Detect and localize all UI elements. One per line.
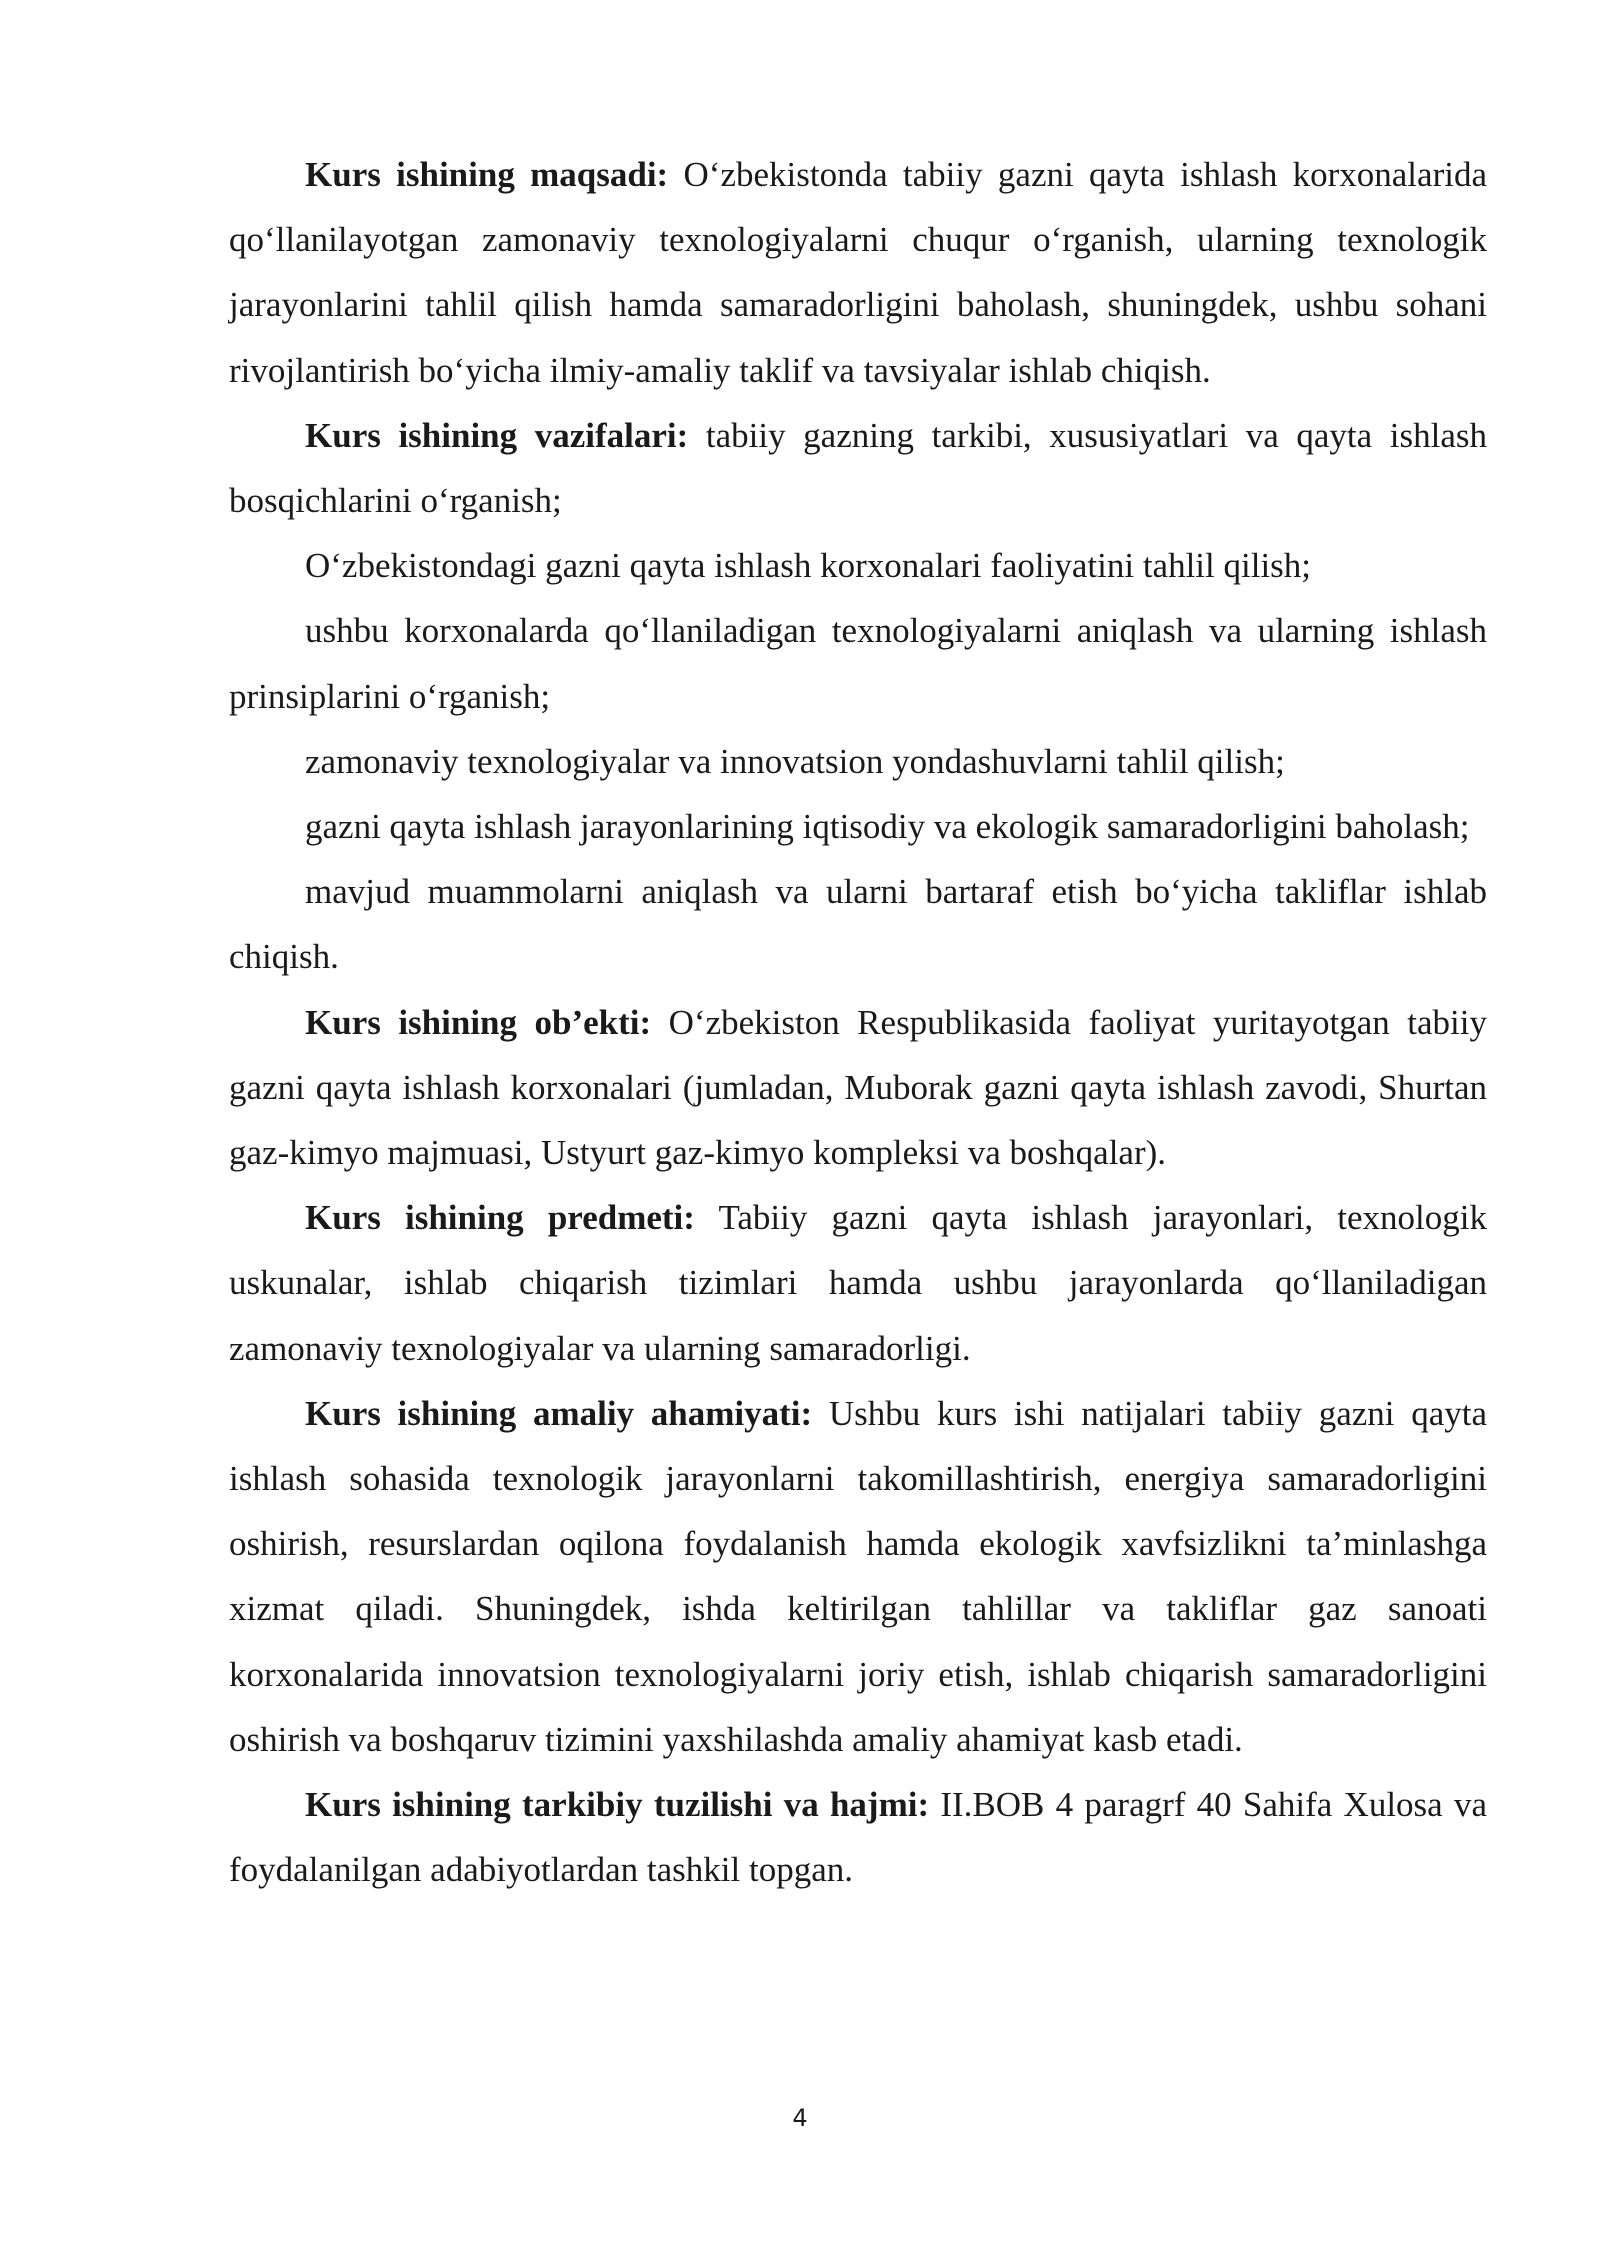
heading-obekti: Kurs ishining ob’ekti: [305, 1002, 652, 1042]
task-item-texnologiyalar-aniqlash [229, 598, 1487, 728]
paragraph-tarkibiy-tuzilishi [229, 1772, 1487, 1902]
task-item-korxonalar-tahlili [229, 533, 1487, 598]
heading-tarkibiy-tuzilishi: Kurs ishining tarkibiy tuzilishi va hajmi: [305, 1785, 930, 1825]
paragraph-amaliy-ahamiyati [229, 1381, 1487, 1772]
text-obekti: O‘zbekiston Respublikasida faoliyat yuritayotgan tabiiy gazni qayta ishlash korxonalari (jumladan, Muborak gazni qayta ishlash zavodi, Shurtan gaz-kimyo majmuasi, Ustyurt gaz-kimyo kompleksi va boshqalar). [229, 1002, 1487, 1173]
task-item-innovatsion-yondashuvlar [229, 729, 1487, 794]
text-maqsadi: O‘zbekistonda tabiiy gazni qayta ishlash korxonalarida qo‘llanilayotgan zamonaviy texnologiyalarni chuqur o‘rganish, ularning texnologik jarayonlarini tahlil qilish hamda samaradorligini baholash, shuningdek, ushbu sohani rivojlantirish bo‘yicha ilmiy-amaliy taklif va tavsiyalar ishlab chiqish. [229, 155, 1487, 390]
paragraph-maqsadi [229, 142, 1487, 403]
heading-maqsadi: Kurs ishining maqsadi: [305, 155, 669, 194]
paragraph-vazifalari [229, 403, 1487, 533]
paragraph-predmeti [229, 1185, 1487, 1381]
heading-amaliy-ahamiyati: Kurs ishining amaliy ahamiyati: [305, 1393, 813, 1433]
task-text-texnologiyalar-aniqlash: ushbu korxonalarda qo‘llaniladigan texnologiyalarni aniqlash va ularning ishlash prinsiplarini o‘rganish; [229, 611, 1487, 716]
task-text-korxonalar-tahlili: O‘zbekistondagi gazni qayta ishlash korxonalari faoliyatini tahlil qilish; [305, 546, 1312, 586]
paragraph-obekti [229, 990, 1487, 1186]
task-text-samaradorlik-baholash: gazni qayta ishlash jarayonlarining iqtisodiy va ekologik samaradorligini baholash; [305, 807, 1470, 847]
text-amaliy-ahamiyati: Ushbu kurs ishi natijalari tabiiy gazni qayta ishlash sohasida texnologik jarayonlarni takomillashtirish, energiya samaradorligini oshirish, resurslardan oqilona foydalanish hamda ekologik xavfsizlikni ta’minlashga xizmat qiladi. Shuningdek, ishda keltirilgan tahlillar va takliflar gaz sanoati korxonalarida innovatsion texnologiyalarni joriy etish, ishlab chiqarish samaradorligini oshirish va boshqaruv tizimini yaxshilashda amaliy ahamiyat kasb etadi. [229, 1393, 1487, 1759]
page-number: 4 [792, 2104, 808, 2132]
task-text-innovatsion-yondashuvlar: zamonaviy texnologiyalar va innovatsion yondashuvlarni tahlil qilish; [305, 741, 1285, 781]
text-predmeti: Tabiiy gazni qayta ishlash jarayonlari, texnologik uskunalar, ishlab chiqarish tizimlari hamda ushbu jarayonlarda qo‘llaniladigan zamonaviy texnologiyalar va ularning samaradorligi. [229, 1198, 1487, 1368]
heading-predmeti: Kurs ishining predmeti: [305, 1198, 695, 1238]
task-item-samaradorlik-baholash [229, 794, 1487, 859]
page-body [229, 142, 1487, 1902]
text-tarkibiy-tuzilishi: II.BOB 4 paragrf 40 Sahifa Xulosa va foydalanilgan adabiyotlardan tashkil topgan. [229, 1785, 1487, 1890]
task-item-takliflar [229, 859, 1487, 989]
task-text-takliflar: mavjud muammolarni aniqlash va ularni bartaraf etish bo‘yicha takliflar ishlab chiqish. [229, 872, 1487, 977]
text-vazifalari: tabiiy gazning tarkibi, xususiyatlari va qayta ishlash bosqichlarini o‘rganish; [229, 415, 1487, 521]
heading-vazifalari: Kurs ishining vazifalari: [305, 415, 689, 455]
